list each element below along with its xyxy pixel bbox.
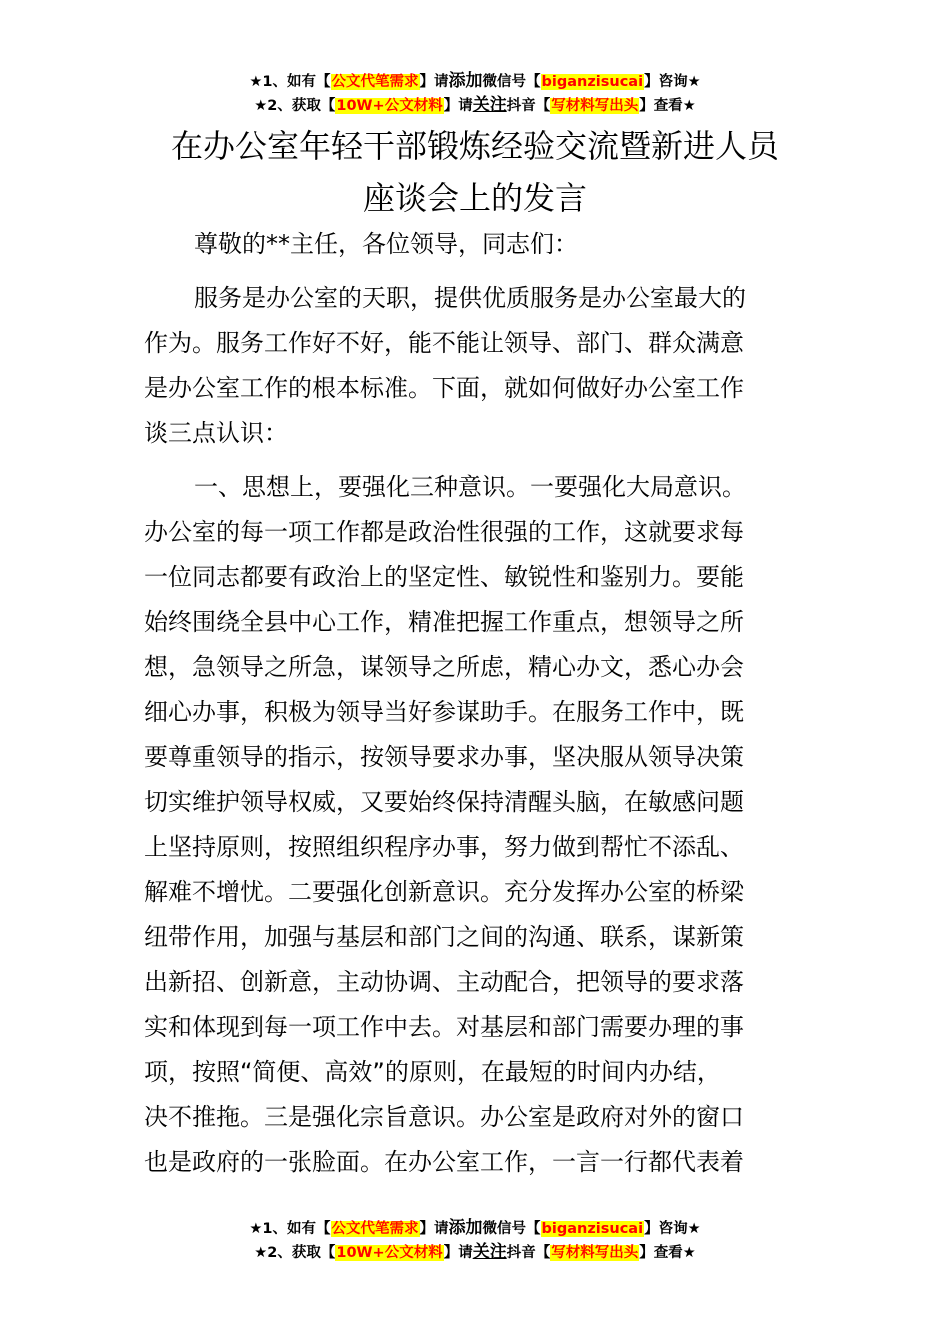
text-line: 项，按照“简便、高效”的原则，在最短的时间内办结， <box>144 1058 721 1086</box>
promo-line-1: ★1、如有【公文代笔需求】请添加微信号【biganzisucai】咨询★ <box>249 1218 701 1238</box>
promo-footer <box>0 1216 950 1264</box>
salutation: 尊敬的**主任，各位领导，同志们： <box>194 230 578 258</box>
text-line: 切实维护领导权威，又要始终保持清醒头脑，在敏感问题 <box>144 788 744 816</box>
highlight-ghostwriting: 公文代笔需求 <box>331 1221 419 1237</box>
text-line: 决不推拖。三是强化宗旨意识。办公室是政府对外的窗口 <box>144 1103 744 1131</box>
highlight-ghostwriting: 公文代笔需求 <box>331 74 419 90</box>
text-line: 细心办事，积极为领导当好参谋助手。在服务工作中，既 <box>144 698 744 726</box>
text-line: 一、思想上，要强化三种意识。一要强化大局意识。 <box>194 473 746 501</box>
promo-line-1: ★1、如有【公文代笔需求】请添加微信号【biganzisucai】咨询★ <box>249 71 701 91</box>
promo-header <box>0 69 950 117</box>
text-line: 上坚持原则，按照组织程序办事，努力做到帮忙不添乱、 <box>144 833 744 861</box>
text-line: 要尊重领导的指示，按领导要求办事，坚决服从领导决策 <box>144 743 744 771</box>
highlight-douyin: 写材料写出头 <box>551 1245 639 1261</box>
text-line: 一位同志都要有政治上的坚定性、敏锐性和鉴别力。要能 <box>144 563 744 591</box>
text-line: 作为。服务工作好不好，能不能让领导、部门、群众满意 <box>144 329 744 357</box>
text-line: 实和体现到每一项工作中去。对基层和部门需要办理的事 <box>144 1013 744 1041</box>
text-line: 出新招、创新意，主动协调、主动配合，把领导的要求落 <box>144 968 744 996</box>
text-line: 办公室的每一项工作都是政治性很强的工作，这就要求每 <box>144 518 744 546</box>
text-line: 也是政府的一张脸面。在办公室工作，一言一行都代表着 <box>144 1148 744 1176</box>
page-title <box>140 120 810 224</box>
paragraph-2 <box>144 465 812 1185</box>
highlight-materials: 10W+公文材料 <box>336 1245 443 1261</box>
highlight-douyin: 写材料写出头 <box>551 98 639 114</box>
highlight-materials: 10W+公文材料 <box>336 98 443 114</box>
title-line-1: 在办公室年轻干部锻炼经验交流暨新进人员 <box>170 127 779 165</box>
text-line: 解难不增忧。二要强化创新意识。充分发挥办公室的桥梁 <box>144 878 744 906</box>
promo-line-2: ★2、获取【10W+公文材料】请关注抖音【写材料写出头】查看★ <box>254 1242 696 1262</box>
highlight-wechat-id: biganzisucai <box>541 74 644 90</box>
text-line: 服务是办公室的天职，提供优质服务是办公室最大的 <box>194 284 746 312</box>
text-line: 谈三点认识： <box>144 419 288 447</box>
text-line: 纽带作用，加强与基层和部门之间的沟通、联系，谋新策 <box>144 923 744 951</box>
text-line: 是办公室工作的根本标准。下面，就如何做好办公室工作 <box>144 374 744 402</box>
text-line: 想，急领导之所急，谋领导之所虑，精心办文，悉心办会 <box>144 653 744 681</box>
text-line: 始终围绕全县中心工作，精准把握工作重点，想领导之所 <box>144 608 744 636</box>
paragraph-1 <box>144 276 812 456</box>
promo-line-2: ★2、获取【10W+公文材料】请关注抖音【写材料写出头】查看★ <box>254 95 696 115</box>
title-line-2: 座谈会上的发言 <box>362 179 587 217</box>
highlight-wechat-id: biganzisucai <box>541 1221 644 1237</box>
